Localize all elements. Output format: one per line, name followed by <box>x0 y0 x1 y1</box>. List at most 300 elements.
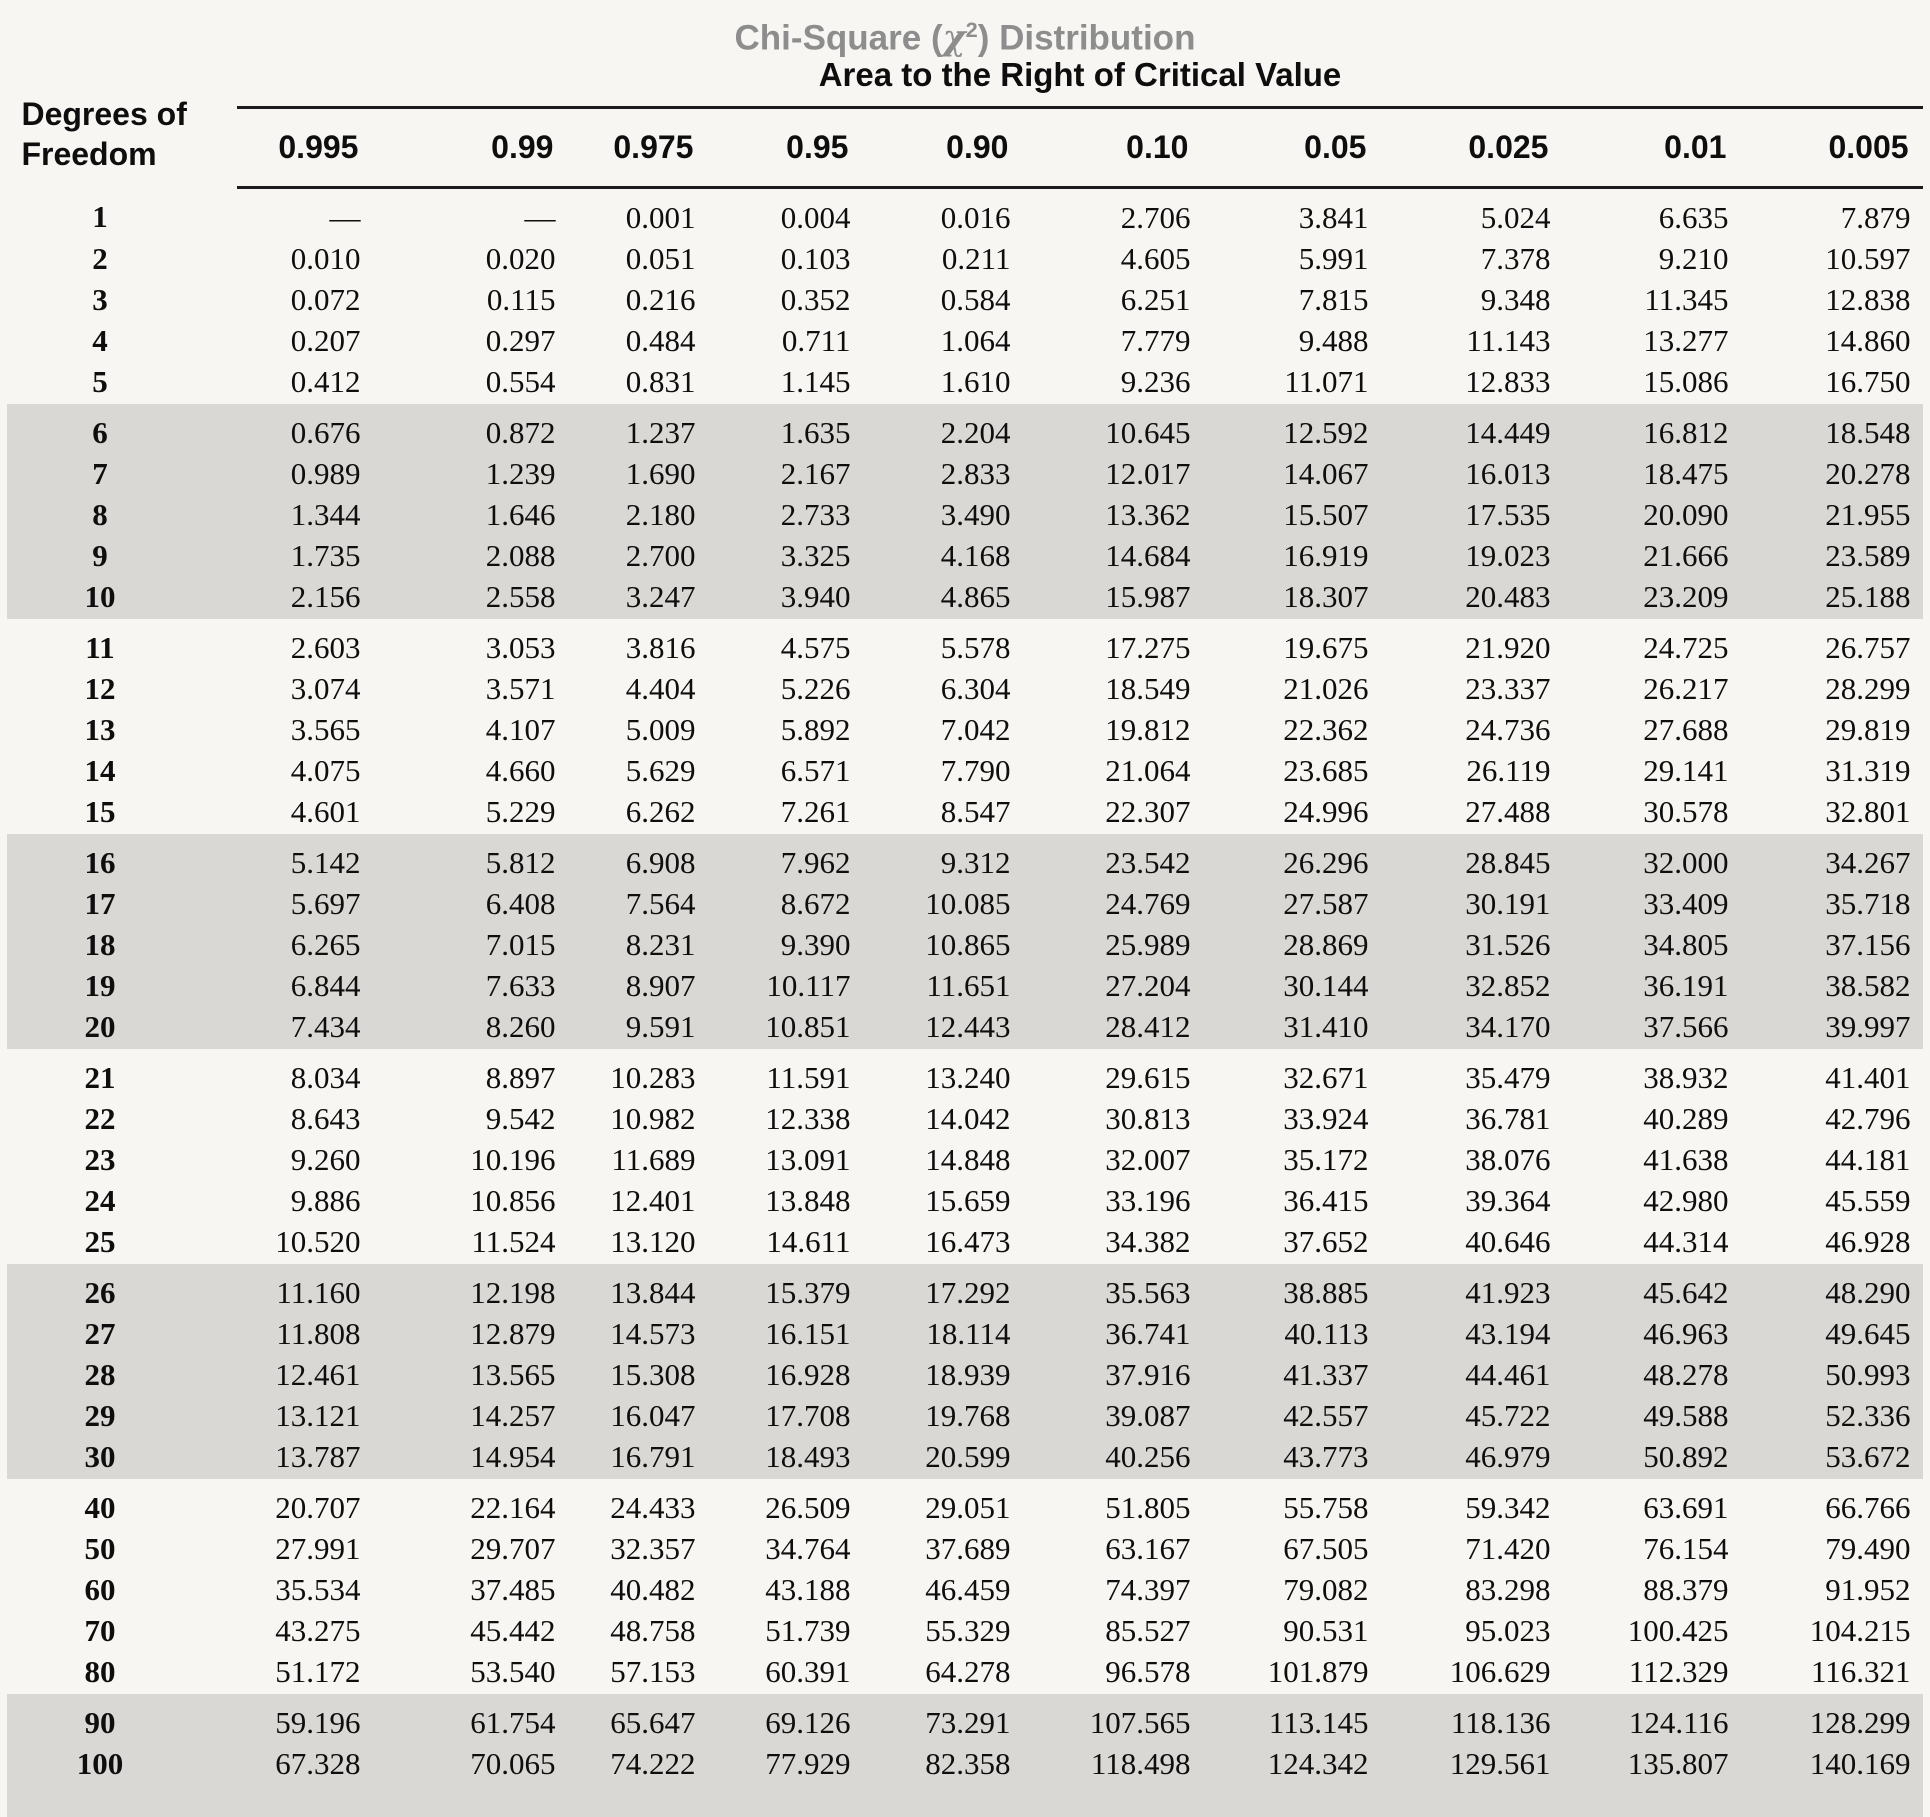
value-cell: 65.647 <box>610 1705 696 1740</box>
value-cell: 19.768 <box>925 1398 1011 1433</box>
column-header: 0.95 <box>707 108 862 188</box>
value-cell: 16.812 <box>1643 415 1729 450</box>
value-cell: 10.865 <box>925 927 1011 962</box>
df-cell: 30 <box>84 1439 116 1474</box>
table-row <box>7 535 1922 576</box>
df-cell: 3 <box>92 282 108 317</box>
value-cell: 82.358 <box>925 1746 1011 1781</box>
table-row <box>7 1180 1922 1221</box>
dof-label-line-2: Freedom <box>21 135 157 172</box>
row-group <box>7 619 1922 834</box>
df-cell: 5 <box>92 364 108 399</box>
value-cell: 67.328 <box>275 1746 361 1781</box>
value-cell: 6.408 <box>485 886 556 921</box>
value-cell: 3.940 <box>780 579 851 614</box>
df-cell: 90 <box>84 1705 116 1740</box>
value-cell: 8.897 <box>485 1060 556 1095</box>
value-cell: 23.337 <box>1465 671 1551 706</box>
table-row <box>7 791 1922 834</box>
value-cell: 10.085 <box>925 886 1011 921</box>
value-cell: 0.020 <box>485 241 556 276</box>
table-row <box>7 1569 1922 1610</box>
table-row <box>7 188 1922 239</box>
value-cell: 32.357 <box>610 1531 696 1566</box>
value-cell: 79.082 <box>1283 1572 1369 1607</box>
value-cell: 6.635 <box>1658 200 1729 235</box>
value-cell: 1.239 <box>485 456 556 491</box>
value-cell: 4.605 <box>1120 241 1191 276</box>
value-cell: 18.549 <box>1105 671 1191 706</box>
value-cell: 11.143 <box>1466 323 1551 358</box>
table-row <box>7 883 1922 924</box>
value-cell: 0.989 <box>290 456 361 491</box>
value-cell: 32.671 <box>1283 1060 1369 1095</box>
table-row <box>7 1098 1922 1139</box>
value-cell: 26.119 <box>1466 753 1551 788</box>
df-cell: 4 <box>92 323 108 358</box>
value-cell: 0.103 <box>780 241 851 276</box>
value-cell: 0.001 <box>625 200 696 235</box>
table-row <box>7 1479 1922 1528</box>
value-cell: 9.260 <box>290 1142 361 1177</box>
value-cell: 10.856 <box>470 1183 556 1218</box>
value-cell: 50.993 <box>1825 1357 1911 1392</box>
value-cell: 38.582 <box>1825 968 1911 1003</box>
value-cell: 35.534 <box>275 1572 361 1607</box>
value-cell: 43.275 <box>275 1613 361 1648</box>
df-cell: 21 <box>84 1060 116 1095</box>
value-cell: 40.289 <box>1643 1101 1729 1136</box>
value-cell: — <box>524 200 556 235</box>
value-cell: 6.908 <box>625 845 696 880</box>
value-cell: 6.265 <box>290 927 361 962</box>
value-cell: 41.337 <box>1283 1357 1369 1392</box>
value-cell: 2.558 <box>485 579 556 614</box>
value-cell: 113.145 <box>1268 1705 1369 1740</box>
value-cell: 2.204 <box>940 415 1011 450</box>
value-cell: 12.198 <box>470 1275 556 1310</box>
value-cell: 14.042 <box>925 1101 1011 1136</box>
value-cell: 61.754 <box>470 1705 556 1740</box>
value-cell: 9.488 <box>1298 323 1369 358</box>
table-row <box>7 834 1922 883</box>
table-row <box>7 1354 1922 1395</box>
value-cell: 2.706 <box>1120 200 1191 235</box>
value-cell: 45.559 <box>1825 1183 1911 1218</box>
df-cell: 8 <box>92 497 108 532</box>
value-cell: 1.344 <box>290 497 361 532</box>
table-row <box>7 750 1922 791</box>
df-cell: 13 <box>84 712 116 747</box>
df-cell: 9 <box>92 538 108 573</box>
df-cell: 23 <box>84 1142 116 1177</box>
value-cell: 3.325 <box>780 538 851 573</box>
value-cell: 13.565 <box>470 1357 556 1392</box>
value-cell: 9.312 <box>940 845 1011 880</box>
value-cell: 2.700 <box>625 538 696 573</box>
value-cell: 59.196 <box>275 1705 361 1740</box>
value-cell: 50.892 <box>1643 1439 1729 1474</box>
value-cell: 11.524 <box>471 1224 556 1259</box>
table-row <box>7 619 1922 668</box>
value-cell: 96.578 <box>1105 1654 1191 1689</box>
value-cell: 33.196 <box>1105 1183 1191 1218</box>
value-cell: 27.991 <box>275 1531 361 1566</box>
value-cell: 53.672 <box>1825 1439 1911 1474</box>
value-cell: 24.725 <box>1643 630 1729 665</box>
value-cell: 37.652 <box>1283 1224 1369 1259</box>
value-cell: 3.841 <box>1298 200 1369 235</box>
df-cell: 17 <box>84 886 116 921</box>
value-cell: 0.297 <box>485 323 556 358</box>
df-cell: 25 <box>84 1224 116 1259</box>
value-cell: 22.307 <box>1105 794 1191 829</box>
value-cell: 40.113 <box>1284 1316 1369 1351</box>
degrees-of-freedom-label <box>7 50 237 188</box>
value-cell: 12.443 <box>925 1009 1011 1044</box>
row-group <box>7 404 1922 619</box>
value-cell: 4.075 <box>290 753 361 788</box>
df-cell: 6 <box>92 415 108 450</box>
value-cell: 4.168 <box>940 538 1011 573</box>
df-cell: 15 <box>84 794 116 829</box>
value-cell: 5.991 <box>1298 241 1369 276</box>
value-cell: 6.571 <box>780 753 851 788</box>
value-cell: 28.299 <box>1825 671 1911 706</box>
value-cell: 14.573 <box>610 1316 696 1351</box>
value-cell: 37.485 <box>470 1572 556 1607</box>
value-cell: 5.697 <box>290 886 361 921</box>
value-cell: 18.475 <box>1643 456 1729 491</box>
value-cell: 41.923 <box>1465 1275 1551 1310</box>
value-cell: 27.488 <box>1465 794 1551 829</box>
value-cell: 9.390 <box>780 927 851 962</box>
value-cell: 27.204 <box>1105 968 1191 1003</box>
table-row <box>7 1528 1922 1569</box>
value-cell: 35.563 <box>1105 1275 1191 1310</box>
value-cell: 26.757 <box>1825 630 1911 665</box>
value-cell: 38.885 <box>1283 1275 1369 1310</box>
value-cell: 21.064 <box>1105 753 1191 788</box>
value-cell: 35.479 <box>1465 1060 1551 1095</box>
value-cell: 55.329 <box>925 1613 1011 1648</box>
column-header: 0.05 <box>1202 108 1380 188</box>
value-cell: 18.548 <box>1825 415 1911 450</box>
value-cell: 0.872 <box>485 415 556 450</box>
df-cell: 28 <box>84 1357 116 1392</box>
value-cell: 83.298 <box>1465 1572 1551 1607</box>
value-cell: 8.672 <box>780 886 851 921</box>
value-cell: 21.920 <box>1465 630 1551 665</box>
value-cell: 45.722 <box>1465 1398 1551 1433</box>
value-cell: 11.591 <box>766 1060 851 1095</box>
value-cell: 23.589 <box>1825 538 1911 573</box>
table-row <box>7 1436 1922 1479</box>
value-cell: 24.433 <box>610 1490 696 1525</box>
value-cell: 1.064 <box>940 323 1011 358</box>
value-cell: 28.845 <box>1465 845 1551 880</box>
value-cell: 31.526 <box>1465 927 1551 962</box>
df-cell: 12 <box>84 671 116 706</box>
value-cell: 0.711 <box>781 323 851 358</box>
dof-label-line-1: Degrees of <box>21 95 187 132</box>
subtitle: Area to the Right of Critical Value <box>237 50 1922 108</box>
value-cell: 107.565 <box>1089 1705 1191 1740</box>
value-cell: 36.415 <box>1283 1183 1369 1218</box>
value-cell: 5.024 <box>1480 200 1551 235</box>
value-cell: 5.629 <box>625 753 696 788</box>
value-cell: 6.262 <box>625 794 696 829</box>
value-cell: 12.879 <box>470 1316 556 1351</box>
value-cell: 21.666 <box>1643 538 1729 573</box>
table-row <box>7 1395 1922 1436</box>
value-cell: 32.852 <box>1465 968 1551 1003</box>
table-row <box>7 1651 1922 1694</box>
df-cell: 2 <box>92 241 108 276</box>
value-cell: 29.819 <box>1825 712 1911 747</box>
value-cell: 0.207 <box>290 323 361 358</box>
table-row <box>7 494 1922 535</box>
value-cell: 104.215 <box>1809 1613 1911 1648</box>
value-cell: 74.397 <box>1105 1572 1191 1607</box>
value-cell: 2.156 <box>290 579 361 614</box>
value-cell: 0.072 <box>290 282 361 317</box>
value-cell: 14.848 <box>925 1142 1011 1177</box>
value-cell: 6.251 <box>1120 282 1191 317</box>
value-cell: 11.651 <box>926 968 1011 1003</box>
value-cell: 2.733 <box>780 497 851 532</box>
value-cell: 34.382 <box>1105 1224 1191 1259</box>
df-cell: 16 <box>84 845 116 880</box>
value-cell: 5.229 <box>485 794 556 829</box>
value-cell: 12.338 <box>765 1101 851 1136</box>
value-cell: 40.256 <box>1105 1439 1191 1474</box>
value-cell: 26.217 <box>1643 671 1729 706</box>
value-cell: 42.980 <box>1643 1183 1729 1218</box>
value-cell: 112.329 <box>1628 1654 1729 1689</box>
value-cell: 23.542 <box>1105 845 1191 880</box>
value-cell: 95.023 <box>1465 1613 1551 1648</box>
value-cell: 30.813 <box>1105 1101 1191 1136</box>
value-cell: 40.482 <box>610 1572 696 1607</box>
table-row <box>7 1313 1922 1354</box>
value-cell: 22.164 <box>470 1490 556 1525</box>
value-cell: 37.689 <box>925 1531 1011 1566</box>
value-cell: 4.865 <box>940 579 1011 614</box>
value-cell: 1.635 <box>780 415 851 450</box>
value-cell: 12.401 <box>610 1183 696 1218</box>
value-cell: 34.764 <box>765 1531 851 1566</box>
df-cell: 70 <box>84 1613 116 1648</box>
value-cell: 2.180 <box>625 497 696 532</box>
value-cell: 106.629 <box>1449 1654 1551 1689</box>
df-cell: 80 <box>84 1654 116 1689</box>
table-row <box>7 1610 1922 1651</box>
value-cell: 4.575 <box>780 630 851 665</box>
value-cell: 14.611 <box>766 1224 851 1259</box>
value-cell: 29.141 <box>1643 753 1729 788</box>
value-cell: 8.547 <box>940 794 1011 829</box>
value-cell: 13.240 <box>925 1060 1011 1095</box>
value-cell: 13.848 <box>765 1183 851 1218</box>
value-cell: 118.136 <box>1450 1705 1551 1740</box>
value-cell: 7.378 <box>1480 241 1551 276</box>
value-cell: 31.319 <box>1825 753 1911 788</box>
value-cell: 2.833 <box>940 456 1011 491</box>
value-cell: 34.170 <box>1465 1009 1551 1044</box>
value-cell: 34.805 <box>1643 927 1729 962</box>
df-cell: 50 <box>84 1531 116 1566</box>
value-cell: 0.216 <box>625 282 696 317</box>
value-cell: 53.540 <box>470 1654 556 1689</box>
value-cell: 5.009 <box>625 712 696 747</box>
df-cell: 22 <box>84 1101 116 1136</box>
value-cell: 9.236 <box>1120 364 1191 399</box>
df-cell: 14 <box>84 753 116 788</box>
value-cell: 13.091 <box>765 1142 851 1177</box>
value-cell: 8.907 <box>625 968 696 1003</box>
value-cell: 39.087 <box>1105 1398 1191 1433</box>
value-cell: 14.860 <box>1825 323 1911 358</box>
value-cell: 17.292 <box>925 1275 1011 1310</box>
value-cell: 6.304 <box>940 671 1011 706</box>
value-cell: 16.750 <box>1825 364 1911 399</box>
value-cell: 35.172 <box>1283 1142 1369 1177</box>
value-cell: 29.051 <box>925 1490 1011 1525</box>
value-cell: 79.490 <box>1825 1531 1911 1566</box>
value-cell: 85.527 <box>1105 1613 1191 1648</box>
value-cell: 43.194 <box>1465 1316 1551 1351</box>
value-cell: 0.831 <box>625 364 696 399</box>
value-cell: 16.013 <box>1465 456 1551 491</box>
row-group <box>7 1694 1922 1817</box>
df-cell: 7 <box>92 456 108 491</box>
value-cell: 11.345 <box>1644 282 1729 317</box>
value-cell: 30.191 <box>1465 886 1551 921</box>
value-cell: 35.718 <box>1825 886 1911 921</box>
value-cell: 1.690 <box>625 456 696 491</box>
value-cell: 3.490 <box>940 497 1011 532</box>
df-cell: 10 <box>84 579 116 614</box>
value-cell: 91.952 <box>1825 1572 1911 1607</box>
value-cell: 20.483 <box>1465 579 1551 614</box>
column-header: 0.005 <box>1740 108 1922 188</box>
value-cell: 46.459 <box>925 1572 1011 1607</box>
value-cell: 38.932 <box>1643 1060 1729 1095</box>
table-header <box>7 50 1922 188</box>
value-cell: 11.071 <box>1284 364 1369 399</box>
value-cell: 3.074 <box>290 671 361 706</box>
column-header-row <box>7 108 1922 188</box>
value-cell: 0.004 <box>780 200 851 235</box>
value-cell: 57.153 <box>610 1654 696 1689</box>
df-cell: 1 <box>92 199 108 235</box>
table-row <box>7 1139 1922 1180</box>
value-cell: 116.321 <box>1810 1654 1911 1689</box>
value-cell: 27.688 <box>1643 712 1729 747</box>
value-cell: 36.191 <box>1643 968 1729 1003</box>
value-cell: 0.554 <box>485 364 556 399</box>
value-cell: 9.348 <box>1480 282 1551 317</box>
value-cell: 63.691 <box>1643 1490 1729 1525</box>
value-cell: 34.267 <box>1825 845 1911 880</box>
column-header: 0.025 <box>1380 108 1562 188</box>
value-cell: 14.449 <box>1465 415 1551 450</box>
value-cell: 10.117 <box>766 968 851 1003</box>
value-cell: — <box>329 200 361 235</box>
value-cell: 49.645 <box>1825 1316 1911 1351</box>
value-cell: 0.676 <box>290 415 361 450</box>
value-cell: 22.362 <box>1283 712 1369 747</box>
value-cell: 15.659 <box>925 1183 1011 1218</box>
value-cell: 13.787 <box>275 1439 361 1474</box>
value-cell: 45.642 <box>1643 1275 1729 1310</box>
value-cell: 1.735 <box>290 538 361 573</box>
value-cell: 28.412 <box>1105 1009 1191 1044</box>
value-cell: 16.151 <box>765 1316 851 1351</box>
value-cell: 11.160 <box>276 1275 361 1310</box>
table-row <box>7 361 1922 404</box>
value-cell: 0.115 <box>486 282 556 317</box>
value-cell: 10.520 <box>275 1224 361 1259</box>
table-row <box>7 1743 1922 1817</box>
value-cell: 30.578 <box>1643 794 1729 829</box>
table-row <box>7 279 1922 320</box>
page-title <box>0 0 1930 59</box>
value-cell: 20.278 <box>1825 456 1911 491</box>
value-cell: 30.144 <box>1283 968 1369 1003</box>
value-cell: 32.007 <box>1105 1142 1191 1177</box>
value-cell: 12.833 <box>1465 364 1551 399</box>
value-cell: 32.801 <box>1825 794 1911 829</box>
value-cell: 7.564 <box>625 886 696 921</box>
value-cell: 11.689 <box>611 1142 696 1177</box>
value-cell: 18.939 <box>925 1357 1011 1392</box>
value-cell: 14.067 <box>1283 456 1369 491</box>
df-cell: 20 <box>84 1009 116 1044</box>
value-cell: 4.660 <box>485 753 556 788</box>
table-row <box>7 453 1922 494</box>
value-cell: 17.535 <box>1465 497 1551 532</box>
value-cell: 48.290 <box>1825 1275 1911 1310</box>
value-cell: 0.484 <box>625 323 696 358</box>
value-cell: 44.181 <box>1825 1142 1911 1177</box>
value-cell: 7.042 <box>940 712 1011 747</box>
value-cell: 4.404 <box>625 671 696 706</box>
row-group <box>7 1049 1922 1264</box>
value-cell: 24.736 <box>1465 712 1551 747</box>
value-cell: 4.601 <box>290 794 361 829</box>
title-suffix: ) Distribution <box>977 18 1196 58</box>
value-cell: 25.188 <box>1825 579 1911 614</box>
value-cell: 3.053 <box>485 630 556 665</box>
value-cell: 0.211 <box>941 241 1011 276</box>
value-cell: 43.773 <box>1283 1439 1369 1474</box>
value-cell: 51.172 <box>275 1654 361 1689</box>
value-cell: 16.791 <box>610 1439 696 1474</box>
df-cell: 19 <box>84 968 116 1003</box>
value-cell: 8.643 <box>290 1101 361 1136</box>
value-cell: 8.034 <box>290 1060 361 1095</box>
column-header: 0.995 <box>237 108 372 188</box>
value-cell: 20.707 <box>275 1490 361 1525</box>
value-cell: 45.442 <box>470 1613 556 1648</box>
column-header: 0.10 <box>1022 108 1202 188</box>
value-cell: 24.996 <box>1283 794 1369 829</box>
value-cell: 44.314 <box>1643 1224 1729 1259</box>
value-cell: 15.086 <box>1643 364 1729 399</box>
value-cell: 39.364 <box>1465 1183 1551 1218</box>
